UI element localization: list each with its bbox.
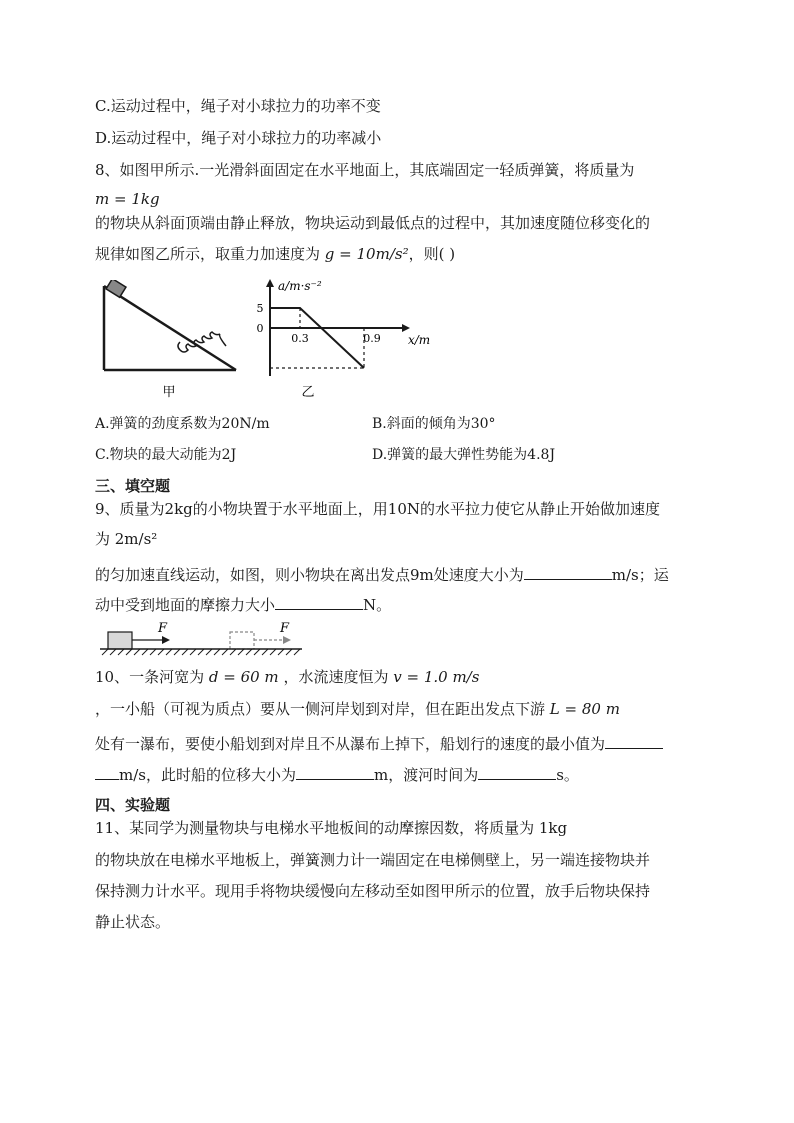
q10-blank-min-speed-b[interactable] (95, 764, 119, 780)
q9-line2: 为 2m/s² (95, 530, 158, 548)
force-label-end: F (280, 621, 290, 636)
q10-line2 (95, 699, 620, 719)
q10-blank-time[interactable] (478, 764, 556, 780)
q10-line4-text: m/s，此时船的位移大小为 (119, 766, 296, 784)
section-4-title: 四、实验题 (95, 796, 171, 814)
q10-blank-displacement[interactable] (296, 764, 374, 780)
block-end (230, 632, 254, 649)
q9-line4 (95, 594, 391, 615)
block-start (108, 632, 132, 649)
q10-line1-mid: ，水流速度恒为 (283, 668, 389, 686)
origin-label: 0 (256, 322, 264, 335)
ground-hatching (102, 649, 300, 655)
incline-block (106, 280, 126, 297)
q8-option-c: C.物块的最大动能为2J (95, 447, 237, 463)
q9-blank-friction[interactable] (275, 594, 363, 610)
q9-line3-text: 的匀加速直线运动，如图，则小物块在离出发点9m处速度大小为 (95, 566, 524, 584)
q8-option-b: B.斜面的倾角为30° (372, 416, 496, 432)
x-tick-0-9: 0.9 (363, 332, 381, 345)
q8-stem-line3 (95, 244, 455, 264)
figure-jia-caption: 甲 (162, 385, 176, 400)
q9-line1: 9、质量为2kg的小物块置于水平地面上，用10N的水平拉力使它从静止开始做加速度 (95, 500, 660, 518)
x-axis-arrow (402, 324, 410, 332)
q8-option-d: D.弹簧的最大弹性势能为4.8J (372, 447, 556, 463)
q10-line3-text: 处有一瀑布，要使小船划到对岸且不从瀑布上掉下，船划行的速度的最小值为 (95, 735, 606, 753)
q8-stem-line2: 的物块从斜面顶端由静止释放，物块运动到最低点的过程中，其加速度随位移变化的 (95, 214, 651, 232)
x-tick-0-3: 0.3 (291, 332, 309, 345)
q9-line4-end: N。 (363, 596, 392, 614)
x-axis-label: x/m (408, 333, 431, 347)
q7-option-d: D.运动过程中，绳子对小球拉力的功率减小 (95, 129, 382, 147)
q8-mass: m = 1kg (95, 190, 160, 208)
q10-line4-end: s。 (556, 766, 579, 784)
section-3-title: 三、填空题 (95, 477, 171, 495)
force-arrowhead-start (162, 636, 170, 644)
q7-option-c: C.运动过程中，绳子对小球拉力的功率不变 (95, 97, 381, 115)
y-tick-5: 5 (256, 302, 264, 315)
figure-incline (96, 280, 246, 400)
q10-line4 (95, 764, 579, 785)
q10-line3 (95, 733, 663, 754)
q10-current-speed: v = 1.0 m/s (393, 668, 480, 686)
q11-line1: 11、某同学为测量物块与电梯水平地板间的动摩擦因数，将质量为 1kg (95, 819, 568, 837)
force-arrowhead-end (283, 636, 291, 644)
q11-line2: 的物块放在电梯水平地板上，弹簧测力计一端固定在电梯侧壁上，另一端连接物块并 (95, 851, 651, 869)
q8-gravity: g = 10m/s² (324, 245, 409, 263)
q11-line3: 保持测力计水平。现用手将物块缓慢向左移动至如图甲所示的位置，放手后物块保持 (95, 882, 651, 900)
incline-slope (104, 286, 236, 370)
q8-option-a: A.弹簧的劲度系数为20N/m (95, 416, 270, 432)
graph-line (270, 308, 364, 368)
q10-waterfall-distance: L = 80 m (549, 700, 620, 718)
y-axis-label: a/m·s⁻² (278, 279, 322, 293)
q9-line3 (95, 564, 669, 585)
figure-ax-graph (252, 276, 442, 402)
q10-line1-text: 10、一条河宽为 (95, 668, 205, 686)
q10-blank-min-speed-a[interactable] (605, 733, 663, 749)
q10-river-width: d = 60 m (208, 668, 279, 686)
q10-line2-text: ，一小船（可视为质点）要从一侧河岸划到对岸，但在距出发点下游 (95, 700, 546, 718)
q11-line4: 静止状态。 (95, 913, 171, 931)
q10-line4-mid: m，渡河时间为 (373, 766, 479, 784)
force-label-start: F (158, 621, 168, 636)
q8-stem-line3-end: ，则( ) (408, 245, 456, 263)
q9-line4-text: 动中受到地面的摩擦力大小 (95, 596, 276, 614)
figure-yi-caption: 乙 (301, 385, 315, 400)
figure-block-on-ground (96, 620, 306, 658)
q9-line3-end: m/s；运 (611, 566, 669, 584)
q8-stem-line1: 8、如图甲所示.一光滑斜面固定在水平地面上，其底端固定一轻质弹簧，将质量为 (95, 161, 635, 179)
y-axis-arrow (266, 279, 274, 287)
q10-line1 (95, 667, 479, 687)
q9-blank-speed[interactable] (524, 564, 612, 580)
q8-stem-line3-text: 规律如图乙所示，取重力加速度为 (95, 245, 321, 263)
